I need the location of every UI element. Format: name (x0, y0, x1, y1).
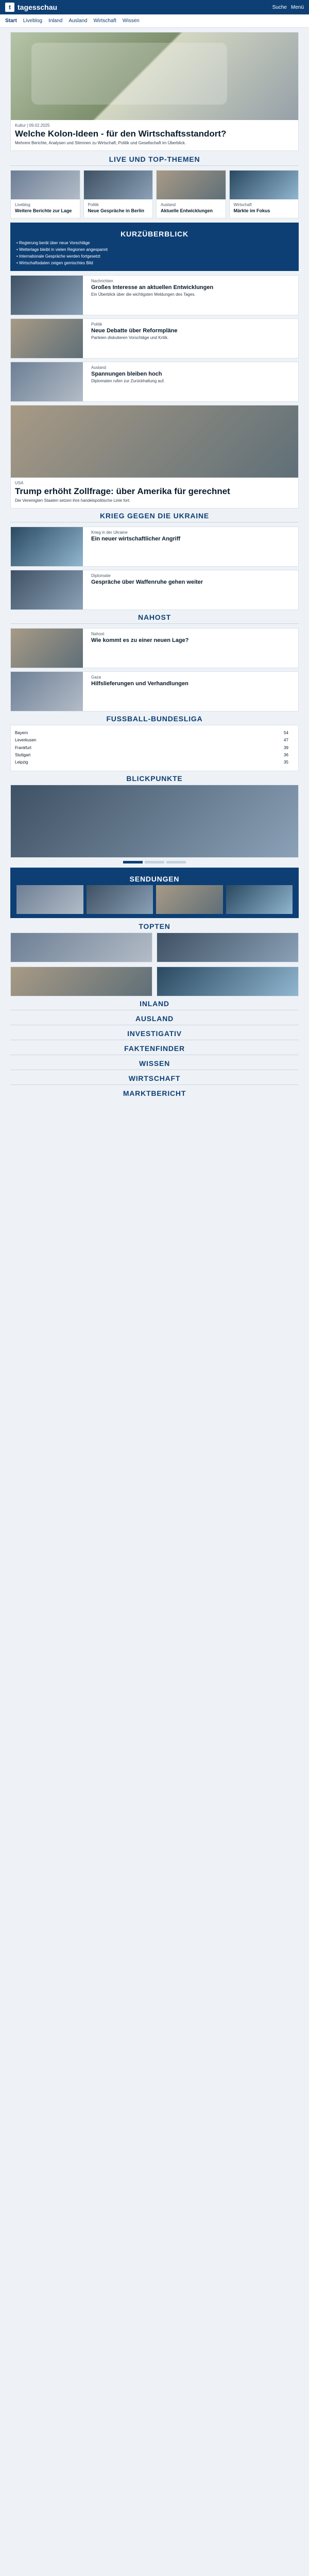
live-card-title: Märkte im Fokus (233, 208, 270, 214)
nahost-meta: Gaza (91, 674, 101, 680)
live-card-meta: Liveblog (15, 202, 30, 208)
top-header (0, 0, 309, 14)
story-meta: Nachrichten (91, 278, 113, 283)
nav-item-start[interactable]: Start (5, 18, 17, 24)
topten-image (11, 933, 152, 962)
search-link[interactable]: Suche (272, 4, 287, 10)
logo-text: tagesschau (18, 3, 58, 11)
section-title-football: FUSSBALL-BUNDESLIGA (106, 714, 203, 723)
ukraine-item[interactable] (10, 570, 299, 610)
featured-meta: USA (15, 480, 24, 485)
nahost-image (11, 672, 83, 711)
photo-carousel[interactable] (10, 785, 299, 858)
table-row[interactable] (15, 737, 294, 744)
section-title-nahost: NAHOST (138, 613, 171, 621)
topten-image (157, 967, 298, 996)
team-points: 39 (284, 745, 288, 750)
story-meta: Ausland (91, 365, 106, 370)
menu-link[interactable]: Menü (290, 4, 304, 10)
carousel-pagination (10, 861, 299, 863)
ukraine-item[interactable] (10, 527, 299, 567)
nav-item-liveblog[interactable]: Liveblog (23, 18, 43, 24)
video-thumb[interactable] (156, 885, 223, 914)
table-row[interactable] (15, 759, 294, 766)
story-text: Ein Überblick über die wichtigsten Meldungen des Tages. (91, 292, 196, 297)
section-divider (10, 623, 299, 624)
carousel-image (11, 785, 298, 857)
briefing-item[interactable]: • Regierung berät über neue Vorschläge (16, 240, 293, 247)
ukraine-title: Ein neuer wirtschaftlicher Angriff (91, 535, 181, 542)
sendungen-title: SENDUNGEN (129, 874, 180, 883)
story-title: Neue Debatte über Reformpläne (91, 327, 178, 334)
ukraine-image (11, 527, 83, 566)
section-title-wirtschaft: WIRTSCHAFT (128, 1074, 181, 1082)
briefing-title: KURZÜBERBLICK (121, 230, 188, 239)
live-card-image (84, 171, 153, 199)
live-card[interactable] (229, 170, 299, 218)
nav-item-wirtschaft[interactable]: Wirtschaft (93, 18, 116, 24)
topten-image (11, 967, 152, 996)
nahost-title: Hilfslieferungen und Verhandlungen (91, 680, 188, 687)
nav-item-wissen[interactable]: Wissen (122, 18, 140, 24)
section-title-photos: BLICKPUNKTE (126, 774, 183, 783)
story-meta: Politik (91, 321, 102, 327)
nahost-title: Wie kommt es zu einer neuen Lage? (91, 637, 189, 643)
live-card-image (11, 171, 80, 199)
ukraine-meta: Diplomatie (91, 573, 111, 578)
live-card-title: Neue Gespräche in Berlin (88, 208, 145, 214)
topten-image (157, 933, 298, 962)
table-row[interactable] (15, 744, 294, 752)
main-navigation (0, 14, 309, 28)
team-points: 47 (284, 738, 288, 743)
live-card-meta: Politik (88, 202, 99, 208)
live-card-title: Aktuelle Entwicklungen (161, 208, 213, 214)
ukraine-image (11, 570, 83, 609)
hero-text: Mehrere Berichte, Analysen und Stimmen zu Wirtschaft, Politik und Gesellschaft im Überblick. (15, 141, 186, 146)
team-name: Frankfurt (15, 745, 32, 750)
ukraine-meta: Krieg in der Ukraine (91, 530, 128, 535)
live-card-meta: Ausland (161, 202, 176, 208)
team-name: Leipzig (15, 760, 28, 765)
team-name: Leverkusen (15, 738, 37, 743)
topten-grid (10, 933, 299, 996)
carousel-dot[interactable] (145, 861, 164, 863)
featured-text: Die Vereinigten Staaten setzen ihre handelspolitische Linie fort. (15, 498, 131, 503)
featured-image (11, 405, 298, 478)
featured-article[interactable] (10, 405, 299, 509)
live-card[interactable] (156, 170, 226, 218)
featured-title: Trump erhöht Zollfrage: über Amerika für gerechnet (15, 486, 230, 496)
lower-page-content (10, 1099, 299, 1563)
carousel-dot[interactable] (166, 861, 186, 863)
briefing-item[interactable]: • Wirtschaftsdaten zeigen gemischtes Bild (16, 260, 293, 267)
team-name: Bayern (15, 730, 28, 735)
section-title-topten: TOPTEN (139, 922, 170, 930)
table-row[interactable] (15, 752, 294, 759)
section-title-wissen: WISSEN (139, 1059, 170, 1067)
hero-article[interactable] (10, 32, 299, 151)
briefing-list (16, 240, 293, 266)
topten-card[interactable] (157, 967, 299, 996)
section-title-marktbericht: MARKTBERICHT (123, 1089, 186, 1097)
story-list-item[interactable] (10, 362, 299, 402)
logo-mark: t (5, 3, 14, 12)
hero-title: Welche Kolon-Ideen - für den Wirtschaftsstandort? (15, 129, 227, 139)
live-card-title: Weitere Berichte zur Lage (15, 208, 72, 214)
team-points: 54 (284, 730, 288, 735)
story-image (11, 319, 83, 358)
briefing-item[interactable]: • Internationale Gespräche werden fortgesetzt (16, 253, 293, 260)
section-divider (10, 165, 299, 166)
live-card-image (230, 171, 299, 199)
nahost-item[interactable] (10, 671, 299, 711)
live-card-meta: Wirtschaft (233, 202, 252, 208)
team-name: Stuttgart (15, 752, 31, 757)
ukraine-title: Gespräche über Waffenruhe gehen weiter (91, 579, 203, 585)
nav-item-inland[interactable]: Inland (48, 18, 63, 24)
story-text: Diplomaten rufen zur Zurückhaltung auf. (91, 379, 165, 384)
story-text: Parteien diskutieren Vorschläge und Kritik. (91, 335, 169, 341)
section-title-inland: INLAND (140, 999, 169, 1008)
section-title-ausland: AUSLAND (135, 1014, 174, 1023)
story-image (11, 276, 83, 315)
story-title: Spannungen bleiben hoch (91, 370, 162, 377)
video-thumb[interactable] (226, 885, 293, 914)
section-title-investigativ: INVESTIGATIV (127, 1029, 182, 1038)
live-card[interactable] (83, 170, 153, 218)
sendungen-box (10, 868, 299, 918)
topten-card[interactable] (157, 933, 299, 962)
main-content (0, 28, 309, 1567)
video-thumb[interactable] (87, 885, 153, 914)
live-grid (10, 170, 299, 218)
sendungen-grid (16, 885, 293, 914)
section-title-live: LIVE UND TOP-THEMEN (109, 155, 200, 164)
video-thumb[interactable] (16, 885, 83, 914)
topten-card[interactable] (10, 933, 152, 962)
team-points: 35 (284, 760, 288, 765)
story-list-item[interactable] (10, 275, 299, 315)
nahost-meta: Nahost (91, 631, 105, 636)
story-list-item[interactable] (10, 318, 299, 359)
nahost-item[interactable] (10, 628, 299, 668)
section-title-ukraine: KRIEG GEGEN DIE UKRAINE (99, 511, 210, 520)
nahost-image (11, 629, 83, 668)
nav-item-ausland[interactable]: Ausland (68, 18, 88, 24)
live-card-image (157, 171, 226, 199)
team-points: 36 (284, 752, 288, 757)
briefing-item[interactable]: • Wetterlage bleibt in vielen Regionen angespannt (16, 247, 293, 253)
story-title: Großes Interesse an aktuellen Entwicklungen (91, 284, 214, 291)
briefing-box (10, 223, 299, 270)
bundesliga-table (10, 725, 299, 771)
hero-meta: Kultur | 09.02.2025 (15, 123, 50, 128)
logo-link[interactable] (5, 3, 57, 12)
topten-card[interactable] (10, 967, 152, 996)
header-actions (272, 5, 304, 10)
table-row[interactable] (15, 730, 294, 737)
section-divider (10, 1084, 299, 1085)
section-title-faktenfinder: FAKTENFINDER (124, 1044, 185, 1053)
hero-image (11, 32, 298, 120)
carousel-dot[interactable] (123, 861, 143, 863)
story-image (11, 362, 83, 401)
live-card[interactable] (10, 170, 80, 218)
